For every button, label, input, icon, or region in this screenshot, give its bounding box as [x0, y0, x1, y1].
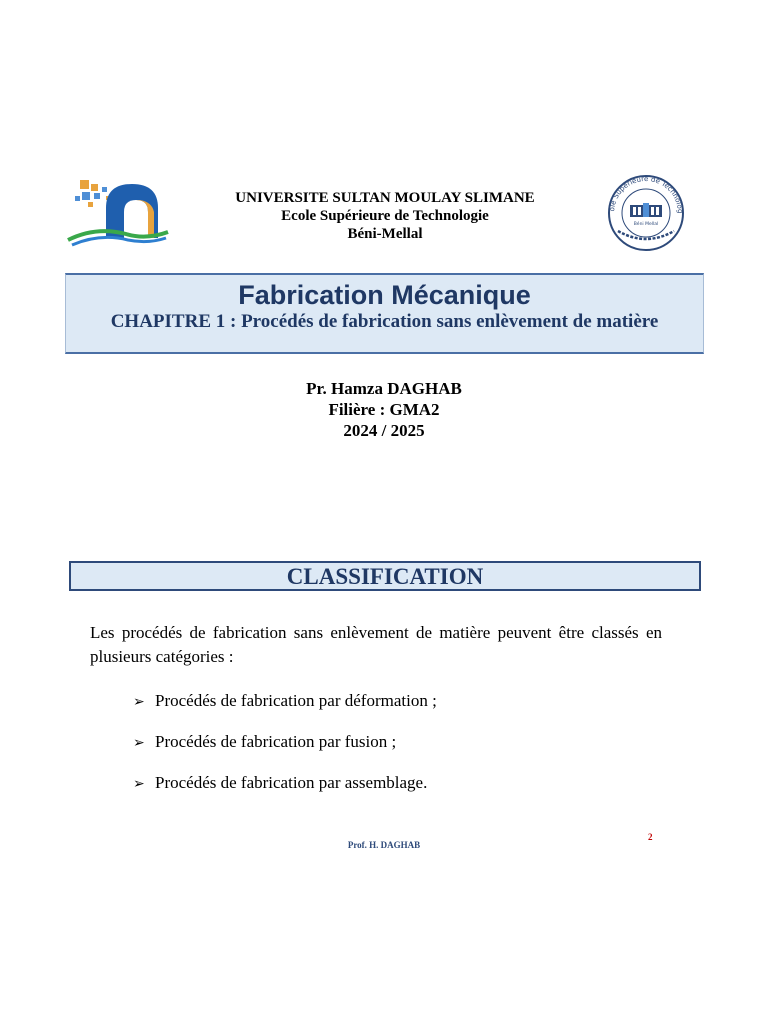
academic-year: 2024 / 2025 — [343, 421, 425, 440]
program-name: Filière : GMA2 — [328, 400, 440, 419]
university-header — [170, 189, 600, 243]
chapter-title: CHAPITRE 1 : Procédés de fabrication sans enlèvement de matière — [110, 311, 659, 332]
intro-paragraph: Les procédés de fabrication sans enlèvement de matière peuvent être classés en plusieurs catégories : — [90, 623, 662, 666]
svg-text:Ecole Supérieure de Technologi: ole Supérieure de Technolog — [607, 174, 685, 214]
section-heading: CLASSIFICATION — [69, 561, 701, 591]
arrow-bullet-icon: ➢ — [133, 735, 145, 751]
page-number: 2 — [648, 832, 653, 842]
category-list — [133, 689, 437, 812]
university-name: UNIVERSITE SULTAN MOULAY SLIMANE — [235, 190, 535, 206]
footer-author: Prof. H. DAGHAB — [347, 840, 421, 850]
author-block — [200, 378, 568, 441]
list-item: ➢ Procédés de fabrication par assemblage. — [133, 771, 437, 812]
est-seal-icon — [596, 173, 696, 253]
author-name: Pr. Hamza DAGHAB — [306, 379, 462, 398]
list-item: ➢ Procédés de fabrication par déformation ; — [133, 689, 437, 730]
svg-text:Béni Mellal: Béni Mellal — [633, 222, 659, 227]
city-name: Béni-Mellal — [347, 226, 423, 242]
university-logo-icon — [66, 178, 170, 248]
arrow-bullet-icon: ➢ — [133, 776, 145, 792]
school-name: Ecole Supérieure de Technologie — [281, 208, 489, 224]
list-item: ➢ Procédés de fabrication par fusion ; — [133, 730, 437, 771]
course-title: Fabrication Mécanique — [238, 280, 531, 310]
title-box — [65, 273, 704, 354]
arrow-bullet-icon: ➢ — [133, 694, 145, 710]
